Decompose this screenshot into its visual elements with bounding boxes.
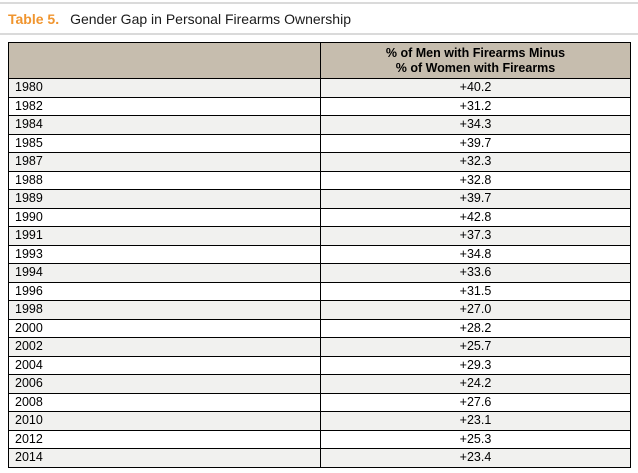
table-row (9, 97, 631, 116)
table-row (9, 116, 631, 135)
value-column-header (321, 43, 631, 79)
table-row (9, 264, 631, 283)
value-cell: +42.8 (321, 208, 631, 227)
year-cell: 2004 (9, 356, 321, 375)
value-cell: +25.3 (321, 430, 631, 449)
table-row (9, 79, 631, 98)
table-row (9, 393, 631, 412)
table-row (9, 430, 631, 449)
table-row (9, 227, 631, 246)
title-divider (0, 33, 638, 35)
table-row (9, 356, 631, 375)
table-row (9, 190, 631, 209)
value-header-line1: % of Men with Firearms Minus (385, 45, 566, 60)
value-cell: +34.3 (321, 116, 631, 135)
top-divider (0, 2, 638, 4)
table-row (9, 208, 631, 227)
table-row (9, 134, 631, 153)
value-cell: +31.5 (321, 282, 631, 301)
value-cell: +32.3 (321, 153, 631, 172)
value-cell: +29.3 (321, 356, 631, 375)
year-cell: 2008 (9, 393, 321, 412)
value-header-line2: % of Women with Firearms (395, 60, 556, 75)
year-cell: 2012 (9, 430, 321, 449)
year-cell: 1988 (9, 171, 321, 190)
year-cell: 1984 (9, 116, 321, 135)
value-cell: +40.2 (321, 79, 631, 98)
gender-gap-table (8, 42, 631, 468)
header-row (9, 43, 631, 79)
value-cell: +32.8 (321, 171, 631, 190)
table-number-label: Table 5. (8, 11, 60, 27)
table-row (9, 338, 631, 357)
value-cell: +37.3 (321, 227, 631, 246)
table-row (9, 282, 631, 301)
value-cell: +34.8 (321, 245, 631, 264)
table-body (9, 79, 631, 468)
year-cell: 2006 (9, 375, 321, 394)
year-cell: 2010 (9, 412, 321, 431)
table-title-text: Gender Gap in Personal Firearms Ownership (70, 11, 351, 27)
value-cell: +27.0 (321, 301, 631, 320)
year-cell: 1982 (9, 97, 321, 116)
year-cell: 2000 (9, 319, 321, 338)
table-row (9, 245, 631, 264)
table-row (9, 153, 631, 172)
year-cell: 1998 (9, 301, 321, 320)
year-cell: 1985 (9, 134, 321, 153)
year-cell: 1991 (9, 227, 321, 246)
year-cell: 1994 (9, 264, 321, 283)
value-cell: +24.2 (321, 375, 631, 394)
value-cell: +31.2 (321, 97, 631, 116)
value-cell: +27.6 (321, 393, 631, 412)
year-cell: 2002 (9, 338, 321, 357)
table-row (9, 301, 631, 320)
year-column-header (9, 43, 321, 79)
value-cell: +23.1 (321, 412, 631, 431)
table-title (8, 11, 630, 28)
table-row (9, 375, 631, 394)
year-cell: 1989 (9, 190, 321, 209)
value-cell: +23.4 (321, 449, 631, 468)
table-row (9, 319, 631, 338)
value-cell: +39.7 (321, 190, 631, 209)
year-cell: 2014 (9, 449, 321, 468)
year-cell: 1996 (9, 282, 321, 301)
year-cell: 1993 (9, 245, 321, 264)
year-cell: 1987 (9, 153, 321, 172)
table-row (9, 171, 631, 190)
value-cell: +39.7 (321, 134, 631, 153)
value-cell: +28.2 (321, 319, 631, 338)
year-cell: 1990 (9, 208, 321, 227)
year-cell: 1980 (9, 79, 321, 98)
table-header (9, 43, 631, 79)
value-cell: +33.6 (321, 264, 631, 283)
table-row (9, 449, 631, 468)
table-row (9, 412, 631, 431)
value-cell: +25.7 (321, 338, 631, 357)
